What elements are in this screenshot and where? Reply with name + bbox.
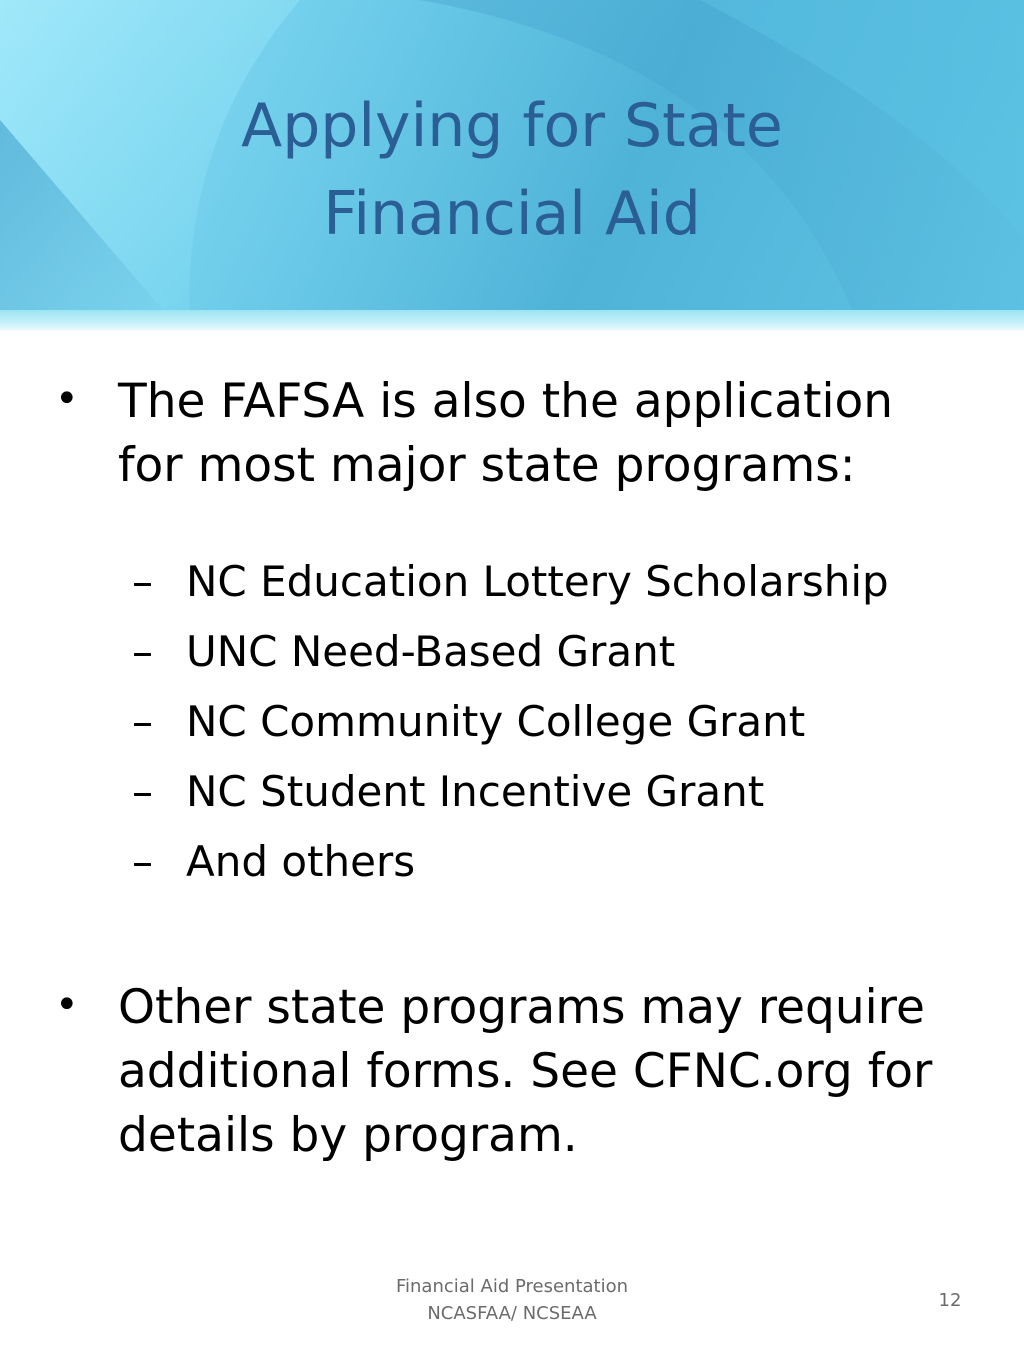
sub-list-text: NC Education Lottery Scholarship: [186, 557, 889, 606]
sub-list-item: [0, 767, 1024, 837]
sub-list-text: NC Student Incentive Grant: [186, 767, 765, 816]
dash-mark: –: [132, 697, 153, 746]
bullet-mark: •: [55, 982, 79, 1028]
page-number: 12: [938, 1290, 962, 1311]
footer-line-1: Financial Aid Presentation: [395, 1276, 629, 1297]
dash-mark: –: [132, 557, 153, 606]
sub-list-text: UNC Need-Based Grant: [186, 627, 676, 676]
footer-caption: [362, 1273, 662, 1327]
sub-list-item: [0, 697, 1024, 767]
slide-title-line-2: Financial Aid: [323, 179, 701, 249]
slide-title: [0, 82, 1024, 258]
slide-title-line-1: Applying for State: [241, 91, 783, 161]
header-highlight-strip: [0, 310, 1024, 330]
sub-list-item: [0, 627, 1024, 697]
sub-list-item: [0, 557, 1024, 627]
bullet-text: Other state programs may require additional forms. See CFNC.org for details by program.: [118, 980, 933, 1163]
sub-list-text: And others: [186, 837, 416, 886]
dash-mark: –: [132, 767, 153, 816]
dash-mark: –: [132, 837, 153, 886]
dash-mark: –: [132, 627, 153, 676]
sub-list-text: NC Community College Grant: [186, 697, 806, 746]
sub-list-item: [0, 837, 1024, 907]
footer-line-2: NCASFAA/ NCSEAA: [427, 1303, 597, 1324]
bullet-text: The FAFSA is also the application for most major state programs:: [118, 374, 894, 493]
bullet-mark: •: [55, 376, 79, 422]
